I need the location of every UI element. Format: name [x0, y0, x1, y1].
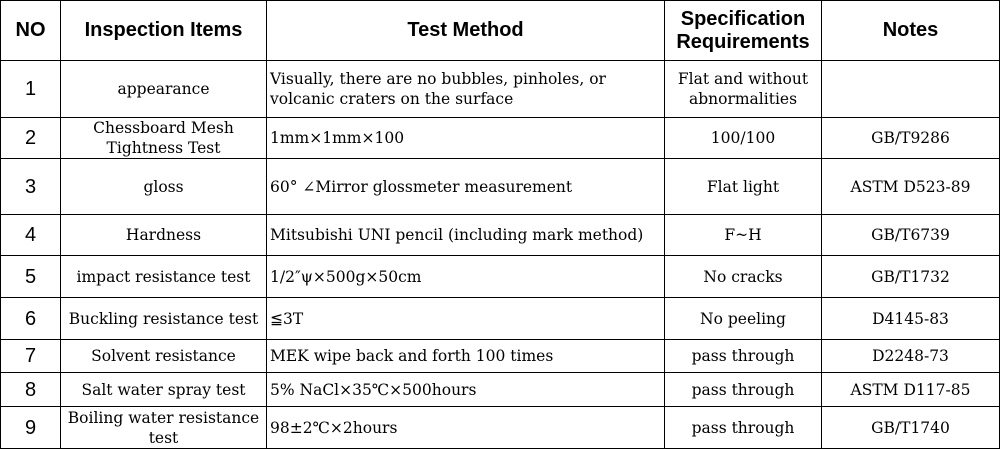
- notes-cell: ASTM D117-85: [822, 373, 1000, 407]
- test-method-cell: 1mm×1mm×100: [267, 118, 665, 159]
- specification-cell: pass through: [665, 407, 822, 449]
- inspection-item-cell: impact resistance test: [61, 256, 267, 298]
- row-number-cell: 4: [1, 215, 61, 256]
- row-number-cell: 8: [1, 373, 61, 407]
- notes-cell: GB/T1732: [822, 256, 1000, 298]
- test-method-cell: Mitsubishi UNI pencil (including mark method): [267, 215, 665, 256]
- row-number-cell: 9: [1, 407, 61, 449]
- notes-cell: GB/T9286: [822, 118, 1000, 159]
- specification-cell: 100/100: [665, 118, 822, 159]
- specification-cell: No cracks: [665, 256, 822, 298]
- inspection-item-cell: Salt water spray test: [61, 373, 267, 407]
- specification-cell: Flat and without abnormalities: [665, 61, 822, 118]
- test-method-cell: 1/2″ψ×500g×50cm: [267, 256, 665, 298]
- table-row: [1, 159, 1000, 215]
- table-row: [1, 215, 1000, 256]
- notes-cell: GB/T6739: [822, 215, 1000, 256]
- row-number-cell: 7: [1, 340, 61, 373]
- notes-cell: GB/T1740: [822, 407, 1000, 449]
- notes-cell: ASTM D523-89: [822, 159, 1000, 215]
- header-test-method: Test Method: [267, 1, 665, 61]
- notes-cell: D2248-73: [822, 340, 1000, 373]
- header-notes: Notes: [822, 1, 1000, 61]
- header-specification-requirements: Specification Requirements: [665, 1, 822, 61]
- row-number-cell: 3: [1, 159, 61, 215]
- row-number-cell: 2: [1, 118, 61, 159]
- test-method-cell: Visually, there are no bubbles, pinholes, or volcanic craters on the surface: [267, 61, 665, 118]
- specification-cell: pass through: [665, 340, 822, 373]
- table-row: [1, 373, 1000, 407]
- table-row: [1, 407, 1000, 449]
- table-row: [1, 61, 1000, 118]
- notes-cell: D4145-83: [822, 298, 1000, 340]
- table-row: [1, 118, 1000, 159]
- inspection-item-cell: Boiling water resistance test: [61, 407, 267, 449]
- inspection-item-cell: Solvent resistance: [61, 340, 267, 373]
- specification-cell: F~H: [665, 215, 822, 256]
- header-row: [1, 1, 1000, 61]
- specification-cell: pass through: [665, 373, 822, 407]
- test-method-cell: ≦3T: [267, 298, 665, 340]
- table-row: [1, 256, 1000, 298]
- notes-cell: [822, 61, 1000, 118]
- table-body: [1, 61, 1000, 449]
- header-inspection-items: Inspection Items: [61, 1, 267, 61]
- inspection-item-cell: Chessboard Mesh Tightness Test: [61, 118, 267, 159]
- row-number-cell: 6: [1, 298, 61, 340]
- inspection-item-cell: Buckling resistance test: [61, 298, 267, 340]
- inspection-item-cell: Hardness: [61, 215, 267, 256]
- test-method-cell: 98±2℃×2hours: [267, 407, 665, 449]
- inspection-item-cell: appearance: [61, 61, 267, 118]
- row-number-cell: 5: [1, 256, 61, 298]
- table-row: [1, 340, 1000, 373]
- header-no: NO: [1, 1, 61, 61]
- test-method-cell: 60° ∠Mirror glossmeter measurement: [267, 159, 665, 215]
- table-row: [1, 298, 1000, 340]
- specification-cell: Flat light: [665, 159, 822, 215]
- row-number-cell: 1: [1, 61, 61, 118]
- specification-cell: No peeling: [665, 298, 822, 340]
- test-method-cell: MEK wipe back and forth 100 times: [267, 340, 665, 373]
- test-method-cell: 5% NaCl×35℃×500hours: [267, 373, 665, 407]
- inspection-item-cell: gloss: [61, 159, 267, 215]
